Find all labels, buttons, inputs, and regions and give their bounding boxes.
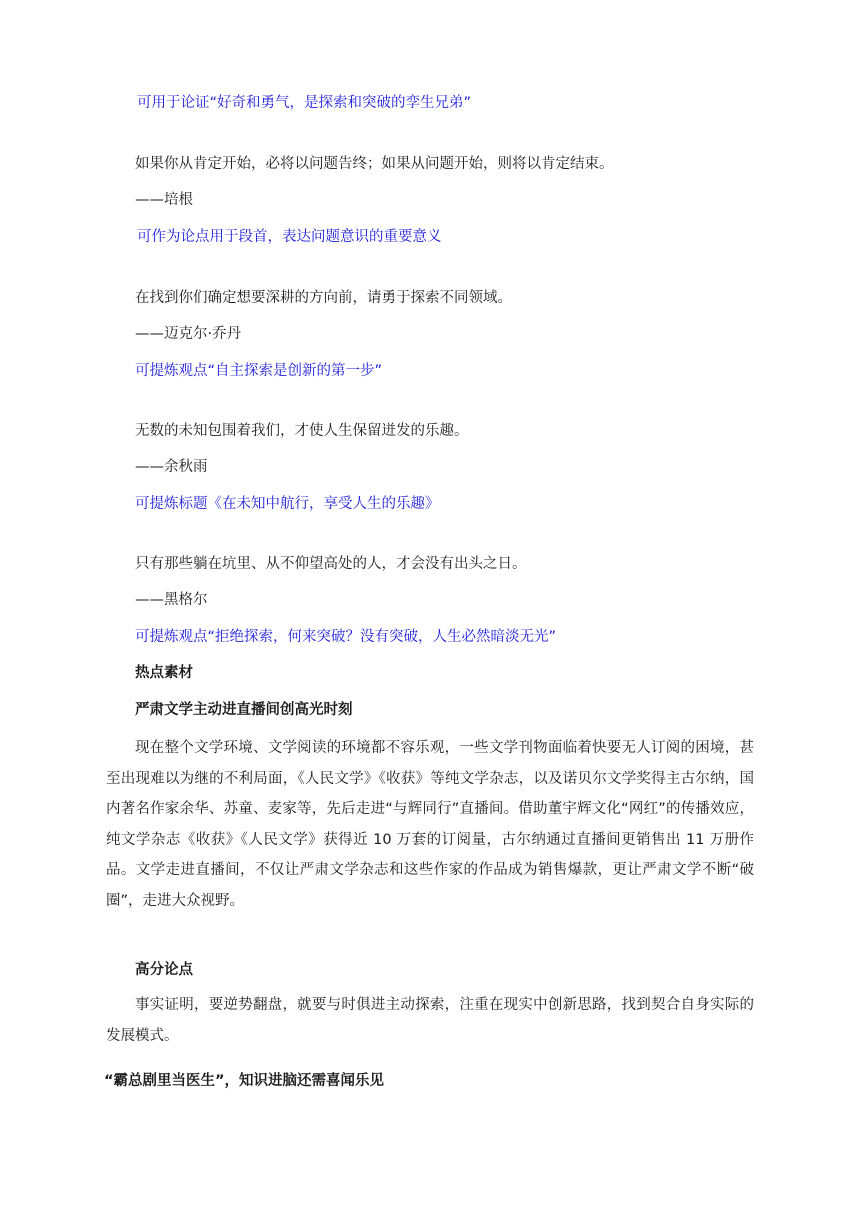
quote-author: ——黑格尔 xyxy=(135,592,208,608)
quote-text: 无数的未知包围着我们，才使人生保留迸发的乐趣。 xyxy=(135,423,469,439)
quote-author: ——迈克尔·乔丹 xyxy=(135,326,242,342)
article-body: 现在整个文学环境、文学阅读的环境都不容乐观，一些文学刊物面临着快要无人订阅的困境，甚至出现难以为继的不利局面，《人民文学》《收获》等纯文学杂志，以及诺贝尔文学奖得主古尔纳，国内著名作家余华、苏童、麦家等，先后走进“与辉同行”直播间。借助董宇辉文化“网红”的传播效应，纯文学杂志《收获》《人民文学》获得近 10 万套的订阅量，古尔纳通过直播间更销售出 11 万册作品。文学走进直播间，不仅让严肃文学杂志和这些作家的作品成为销售爆款，更让严肃文学不断“破圈”，走进大众视野。 xyxy=(106,740,754,909)
section-heading: 热点素材 xyxy=(135,665,193,681)
quote-author: ——培根 xyxy=(135,192,193,208)
next-section-heading: “霸总剧里当医生”，知识进脑还需喜闻乐见 xyxy=(104,1073,385,1089)
argument-paragraph: 事实证明，要逆势翻盘，就要与时俱进主动探索，注重在现实中创新思路，找到契合自身实际的发展模式。 xyxy=(106,997,754,1044)
quote-text: 如果你从肯定开始，必将以问题告终；如果从问题开始，则将以肯定结束。 xyxy=(135,156,614,172)
quote-note: 可作为论点用于段首，表达问题意识的重要意义 xyxy=(137,229,442,245)
quote-text: 只有那些躺在坑里、从不仰望高处的人，才会没有出头之日。 xyxy=(135,556,527,572)
quote-text: 在找到你们确定想要深耕的方向前，请勇于探索不同领域。 xyxy=(135,290,512,306)
quote-note: 可用于论证“好奇和勇气，是探索和突破的孪生兄弟” xyxy=(137,95,472,111)
quote-note: 可提炼标题《在未知中航行，享受人生的乐趣》 xyxy=(135,496,440,512)
quote-note: 可提炼观点“拒绝探索，何来突破？没有突破，人生必然暗淡无光” xyxy=(135,629,557,645)
quote-author: ——余秋雨 xyxy=(135,459,208,475)
section-heading: 高分论点 xyxy=(135,962,193,978)
article-title: 严肃文学主动进直播间创高光时刻 xyxy=(135,702,353,718)
quote-note: 可提炼观点“自主探索是创新的第一步” xyxy=(135,363,383,379)
